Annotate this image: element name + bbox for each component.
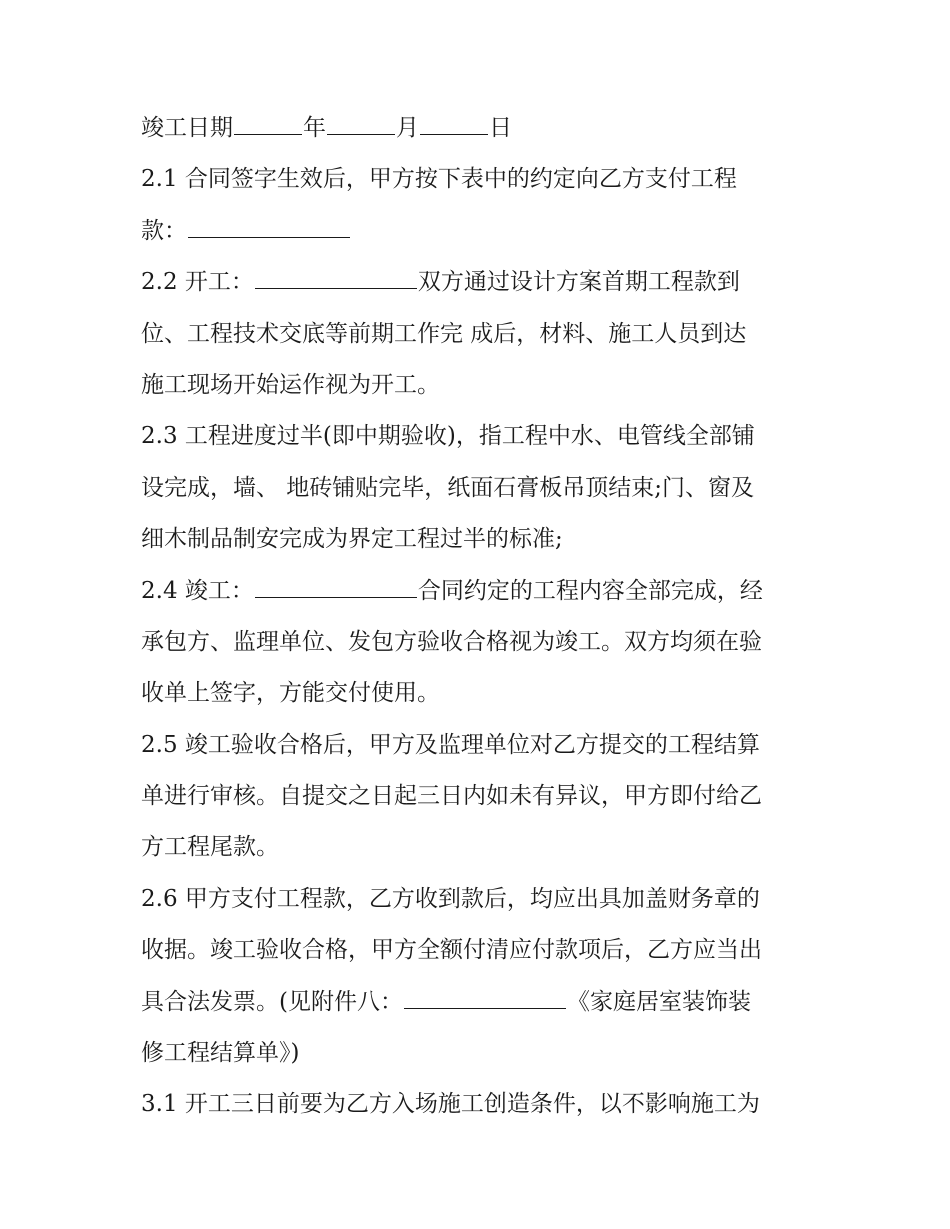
year-label: 年	[303, 115, 326, 141]
clause-2-3-line-3: 细木制品制安完成为界定工程过半的标准;	[141, 526, 563, 553]
clause-2-1-line-1: 2.1 合同签字生效后，甲方按下表中的约定向乙方支付工程	[141, 166, 737, 193]
start-blank	[255, 264, 417, 289]
settlement-doc-title: 《家庭居室装饰装	[566, 988, 751, 1015]
clause-2-3-line-1: 2.3 工程进度过半(即中期验收)，指工程中水、电管线全部铺	[141, 423, 755, 450]
clause-2-4-line-2: 承包方、监理单位、发包方验收合格视为竣工。双方均须在验	[141, 628, 762, 655]
clause-2-4-text: 合同约定的工程内容全部完成，经	[417, 577, 763, 604]
clause-2-6-line-2: 收据。竣工验收合格，甲方全额付清应付款项后，乙方应当出	[141, 937, 762, 964]
clause-2-4-line-3: 收单上签字，方能交付使用。	[141, 680, 440, 707]
clause-2-3-line-2: 设完成，墙、 地砖铺贴完毕，纸面石膏板吊顶结束;门、窗及	[141, 474, 755, 501]
clause-2-5-line-3: 方工程尾款。	[141, 834, 279, 861]
clause-2-6-line-4: 修工程结算单》)	[141, 1040, 300, 1067]
year-blank	[234, 110, 302, 135]
clause-2-4-line-1	[141, 566, 821, 617]
clause-2-1-line-2	[141, 206, 821, 257]
completion-date-line	[141, 103, 821, 154]
clause-2-5-line-2: 单进行审核。自提交之日起三日内如未有异议，甲方即付给乙	[141, 783, 762, 810]
clause-2-5-line-1: 2.5 竣工验收合格后，甲方及监理单位对乙方提交的工程结算	[141, 731, 760, 758]
payment-blank	[188, 213, 350, 238]
clause-2-6-line-1: 2.6 甲方支付工程款，乙方收到款后，均应出具加盖财务章的	[141, 885, 760, 912]
attachment-blank	[404, 984, 566, 1009]
completion-label: 2.4 竣工：	[141, 577, 254, 604]
day-label: 日	[489, 115, 512, 141]
clause-2-6-line-3	[141, 977, 821, 1028]
completion-blank	[255, 573, 417, 598]
clause-2-2-text: 双方通过设计方案首期工程款到	[417, 269, 740, 296]
month-blank	[327, 110, 395, 135]
completion-date-label: 竣工日期	[141, 115, 233, 141]
start-label: 2.2 开工：	[141, 269, 254, 296]
month-label: 月	[396, 115, 419, 141]
invoice-label: 具合法发票。(见附件八：	[141, 988, 403, 1015]
contract-text	[141, 103, 821, 1131]
clause-2-2-line-1	[141, 257, 821, 308]
payment-label: 款：	[141, 217, 187, 244]
clause-2-2-line-3: 施工现场开始运作视为开工。	[141, 371, 440, 398]
clause-3-1-line-1: 3.1 开工三日前要为乙方入场施工创造条件，以不影响施工为	[141, 1091, 760, 1118]
day-blank	[420, 110, 488, 135]
clause-2-2-line-2: 位、工程技术交底等前期工作完 成后，材料、施工人员到达	[141, 320, 747, 347]
